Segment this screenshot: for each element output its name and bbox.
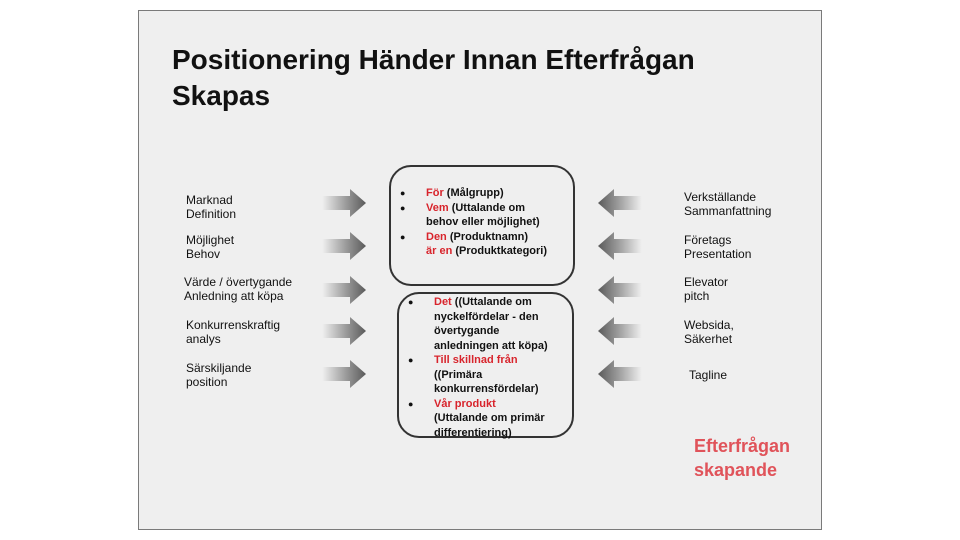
item-text: behov eller möjlighet) xyxy=(426,216,540,228)
item-text: (Uttalande om primär xyxy=(434,412,545,424)
item-text: anledningen att köpa) xyxy=(434,339,548,352)
left-label-market xyxy=(186,193,236,221)
item-text: nyckelfördelar - den xyxy=(434,310,539,323)
right-label-pitch xyxy=(684,275,728,303)
item-text: (Produktnamn) xyxy=(446,230,529,243)
right-label-line: Sammanfattning xyxy=(684,204,772,218)
positioning-list-top xyxy=(400,186,547,259)
left-label-line: Möjlighet xyxy=(186,233,235,247)
list-item xyxy=(400,230,547,259)
item-text: ((Uttalande om xyxy=(451,296,532,308)
left-label-line: Marknad xyxy=(186,193,233,207)
list-item xyxy=(400,186,547,201)
left-label-line: Särskiljande xyxy=(186,361,252,375)
item-text: differentiering) xyxy=(434,426,512,439)
arrow-right-icon xyxy=(322,232,366,260)
item-text: ((Primära xyxy=(434,368,483,381)
list-item xyxy=(400,201,547,230)
demand-creation-label xyxy=(694,434,790,482)
list-item xyxy=(408,295,548,353)
left-label-position xyxy=(186,361,251,389)
arrow-right-icon xyxy=(322,360,366,388)
left-label-line: Anledning att köpa xyxy=(184,289,284,303)
left-label-value xyxy=(184,275,292,303)
item-text: konkurrensfördelar) xyxy=(434,383,539,395)
item-text: (Uttalande om xyxy=(448,201,526,214)
right-label-tagline xyxy=(689,368,727,382)
left-label-opportunity xyxy=(186,233,234,261)
keyword-that: Det xyxy=(434,296,452,308)
left-label-line: Konkurrenskraftig xyxy=(186,318,281,332)
arrow-left-icon xyxy=(598,189,642,217)
left-label-line: Definition xyxy=(186,207,237,221)
right-label-line: Presentation xyxy=(684,247,752,261)
right-label-line: Verkställande xyxy=(684,190,757,204)
right-label-line: Websida, xyxy=(684,318,734,332)
positioning-list-bottom xyxy=(408,295,548,440)
left-label-line: Värde / övertygande xyxy=(184,275,293,289)
left-label-competitive xyxy=(186,318,280,346)
right-label-summary xyxy=(684,190,771,218)
list-item xyxy=(408,353,548,397)
arrow-left-icon xyxy=(598,317,642,345)
arrow-right-icon xyxy=(322,276,366,304)
right-label-line: Elevator xyxy=(684,275,729,289)
right-label-presentation xyxy=(684,233,751,261)
demand-label-line: skapande xyxy=(694,460,778,480)
keyword-who: Vem xyxy=(426,201,449,214)
right-label-website xyxy=(684,318,734,346)
keyword-is-a: är en xyxy=(426,245,453,257)
item-text: övertygande xyxy=(434,325,500,337)
list-item xyxy=(408,397,548,441)
item-text: (Produktkategori) xyxy=(452,245,548,257)
right-label-line: Säkerhet xyxy=(684,332,733,346)
keyword-unlike: Till skillnad från xyxy=(434,354,518,366)
arrow-right-icon xyxy=(322,317,366,345)
item-text: (Målgrupp) xyxy=(443,187,504,199)
right-label-line: Företags xyxy=(684,233,732,247)
arrow-left-icon xyxy=(598,276,642,304)
right-label-line: pitch xyxy=(684,289,710,303)
demand-label-line: Efterfrågan xyxy=(694,436,791,456)
arrow-right-icon xyxy=(322,189,366,217)
right-label-line: Tagline xyxy=(689,368,728,382)
keyword-our-product: Vår produkt xyxy=(434,397,496,410)
arrow-left-icon xyxy=(598,232,642,260)
keyword-for: För xyxy=(426,187,444,199)
arrow-left-icon xyxy=(598,360,642,388)
page-title: Positionering Händer Innan Efterfrågan Skapas xyxy=(172,44,695,111)
left-label-line: analys xyxy=(186,332,221,346)
left-label-line: Behov xyxy=(186,247,221,261)
left-label-line: position xyxy=(186,375,228,389)
keyword-the: Den xyxy=(426,230,447,243)
